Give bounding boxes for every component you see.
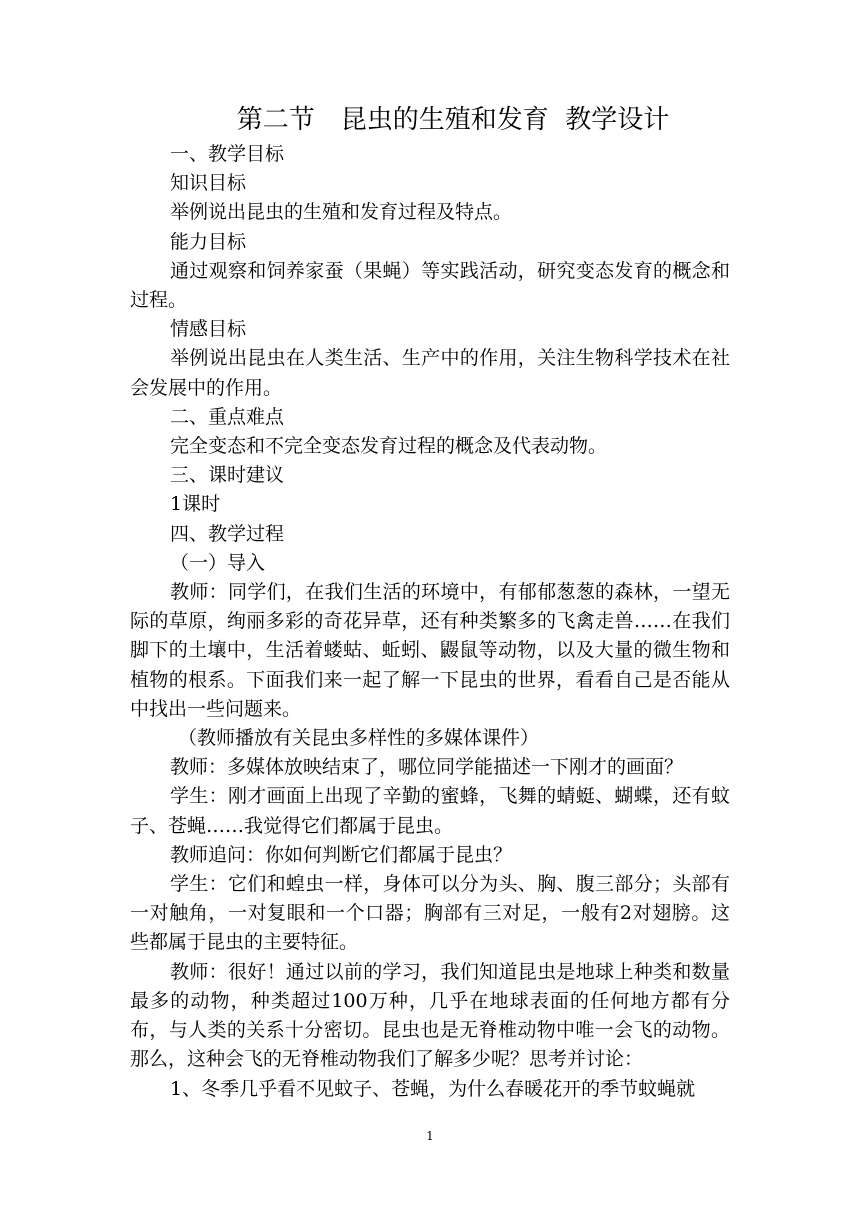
paragraph: 学生：刚才画面上出现了辛勤的蜜蜂，飞舞的蜻蜓、蝴蝶，还有蚊子、苍蝇……我觉得它们都属于昆虫。: [130, 785, 730, 837]
paragraph: 教师追问：你如何判断它们都属于昆虫？: [170, 843, 513, 866]
paragraph: 举例说出昆虫在人类生活、生产中的作用，关注生物科学技术在社会发展中的作用。: [130, 347, 730, 399]
paragraph: 通过观察和饲养家蚕（果蝇）等实践活动，研究变态发育的概念和过程。: [130, 259, 730, 312]
paragraph: 举例说出昆虫的生殖和发育过程及特点。: [170, 201, 513, 224]
section-heading-key-points: 二、重点难点: [170, 405, 285, 428]
paragraph: （教师播放有关昆虫多样性的多媒体课件）: [178, 727, 540, 750]
paragraph: 完全变态和不完全变态发育过程的概念及代表动物。: [170, 435, 608, 458]
section-heading-class-hours: 三、课时建议: [170, 464, 285, 487]
page-number: 1: [426, 1129, 434, 1143]
paragraph: 学生：它们和蝗虫一样，身体可以分为头、胸、腹三部分；头部有一对触角，一对复眼和一个口器；胸部有三对足，一般有2对翅膀。这些都属于昆虫的主要特征。: [130, 873, 730, 954]
paragraph: 教师：多媒体放映结束了，哪位同学能描述一下刚才的画面？: [170, 756, 684, 779]
document-body: [130, 140, 730, 1104]
subheading-introduction: （一）导入: [170, 551, 266, 574]
subheading-knowledge: 知识目标: [170, 172, 247, 195]
section-heading-process: 四、教学过程: [170, 522, 285, 545]
section-heading-objectives: 一、教学目标: [170, 143, 285, 165]
subheading-emotion: 情感目标: [170, 318, 247, 341]
document-page: [130, 100, 730, 1104]
paragraph: 教师：同学们，在我们生活的环境中，有郁郁葱葱的森林，一望无际的草原，绚丽多彩的奇花异草，还有种类繁多的飞禽走兽……在我们脚下的土壤中，生活着蝼蛄、蚯蚓、鼹鼠等动物，以及大量的微生物和植物的根系。下面我们来一起了解一下昆虫的世界，看看自己是否能从中找出一些问题来。: [130, 581, 730, 720]
paragraph: 教师：很好！通过以前的学习，我们知道昆虫是地球上种类和数量最多的动物，种类超过100万种，几乎在地球表面的任何地方都有分布，与人类的关系十分密切。昆虫也是无脊椎动物中唯一会飞的动物。那么，这种会飞的无脊椎动物我们了解多少呢？思考并讨论：: [130, 960, 730, 1071]
document-title: 第二节 昆虫的生殖和发育 教学设计: [236, 105, 670, 135]
paragraph: 1课时: [170, 493, 221, 516]
subheading-ability: 能力目标: [170, 230, 247, 253]
paragraph: 1、冬季几乎看不见蚊子、苍蝇，为什么春暖花开的季节蚊蝇就: [170, 1077, 696, 1100]
